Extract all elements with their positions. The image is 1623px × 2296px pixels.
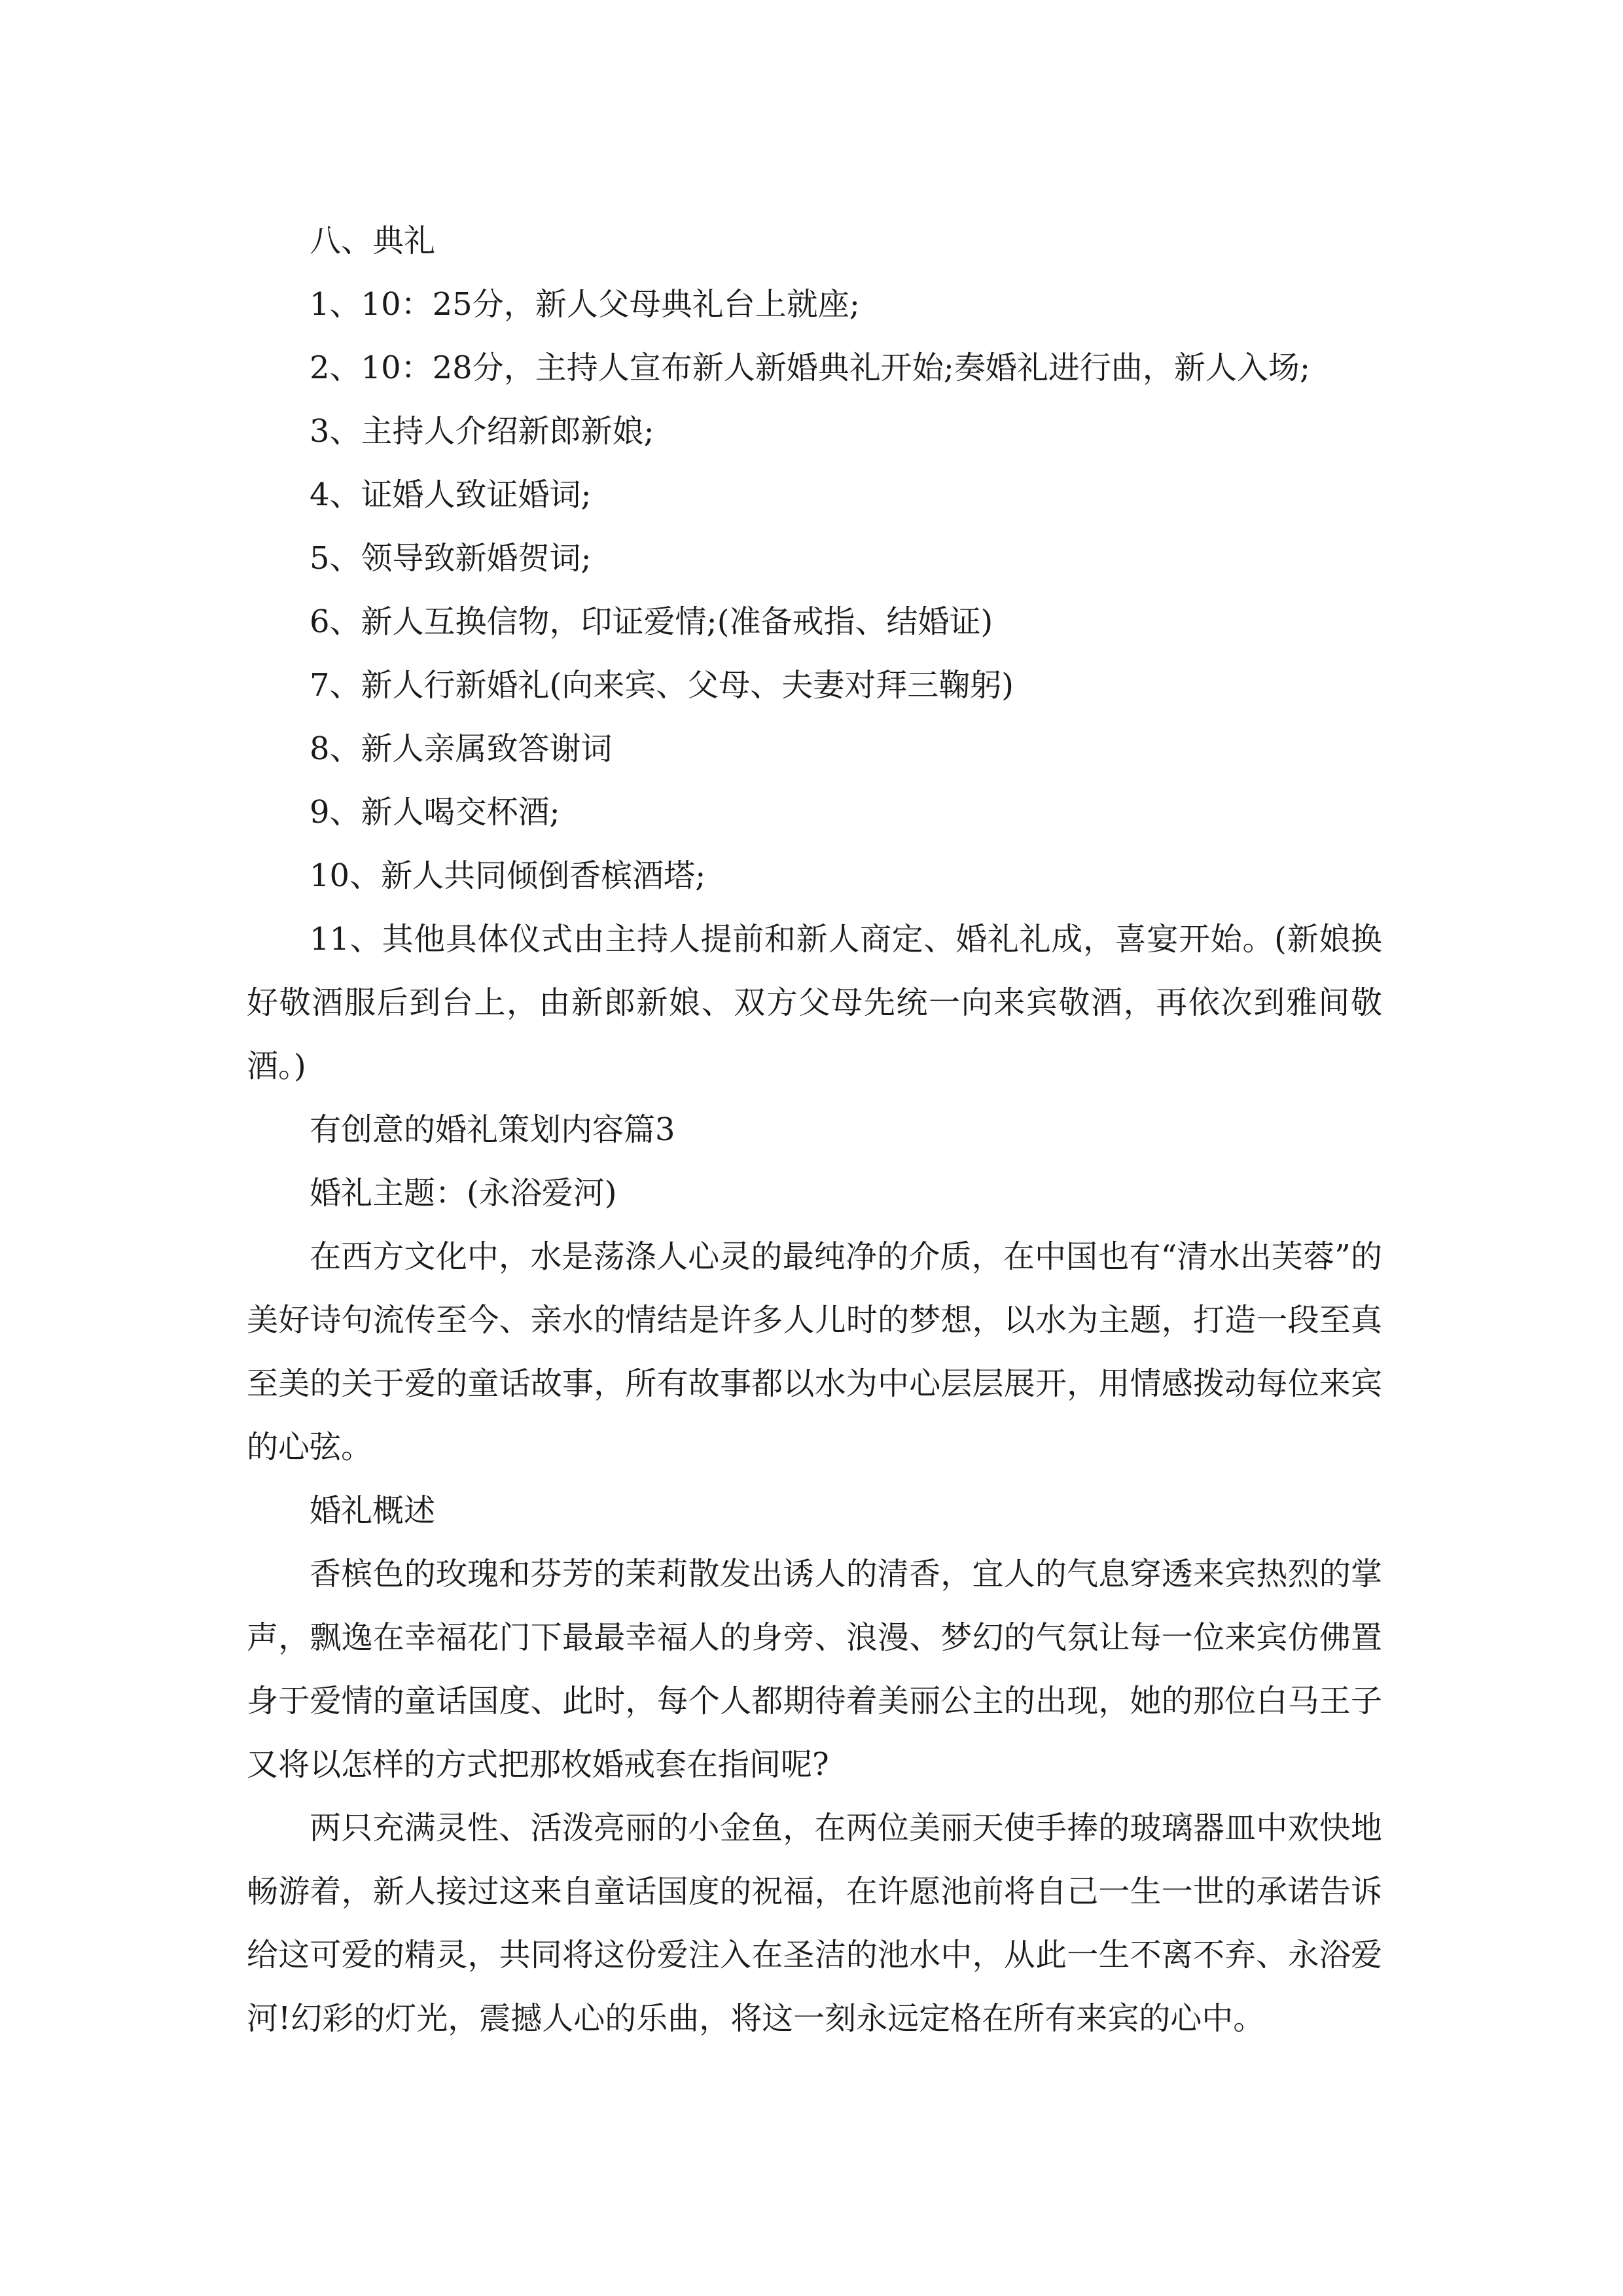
ceremony-step-10: 10、新人共同倾倒香槟酒塔; [310, 857, 706, 894]
overview-heading: 婚礼概述 [310, 1492, 436, 1529]
ceremony-heading: 八、典礼 [310, 223, 436, 259]
document-body [247, 209, 1382, 2051]
ceremony-step-4: 4、证婚人致证婚词; [310, 476, 592, 513]
ceremony-step-3: 3、主持人介绍新郎新娘; [310, 413, 654, 450]
section-title: 有创意的婚礼策划内容篇3 [310, 1111, 675, 1148]
ceremony-step-1: 1、10：25分，新人父母典礼台上就座; [310, 286, 860, 323]
ceremony-step-6: 6、新人互换信物，印证爱情;(准备戒指、结婚证) [310, 603, 993, 640]
ceremony-step-5: 5、领导致新婚贺词; [310, 540, 592, 577]
overview-paragraph-1: 香槟色的玫瑰和芬芳的茉莉散发出诱人的清香，宜人的气息穿透来宾热烈的掌声，飘逸在幸福花门下最最幸福人的身旁、浪漫、梦幻的气氛让每一位来宾仿佛置身于爱情的童话国度、此时，每个人都期待着美丽公主的出现，她的那位白马王子又将以怎样的方式把那枚婚戒套在指间呢? [247, 1556, 1382, 1783]
ceremony-step-9: 9、新人喝交杯酒; [310, 794, 560, 831]
theme-paragraph: 在西方文化中，水是荡涤人心灵的最纯净的介质，在中国也有“清水出芙蓉”的美好诗句流传至今、亲水的情结是许多人儿时的梦想，以水为主题，打造一段至真至美的关于爱的童话故事，所有故事都以水为中心层层展开，用情感拨动每位来宾的心弦。 [247, 1238, 1382, 1465]
overview-paragraph-2: 两只充满灵性、活泼亮丽的小金鱼，在两位美丽天使手捧的玻璃器皿中欢快地畅游着，新人接过这来自童话国度的祝福，在许愿池前将自己一生一世的承诺告诉给这可爱的精灵，共同将这份爱注入在圣洁的池水中，从此一生不离不弃、永浴爱河!幻彩的灯光，震撼人心的乐曲，将这一刻永远定格在所有来宾的心中。 [247, 1810, 1382, 2037]
ceremony-step-2: 2、10：28分，主持人宣布新人新婚典礼开始;奏婚礼进行曲，新人入场; [310, 350, 1311, 386]
wedding-theme: 婚礼主题：(永浴爱河) [310, 1175, 617, 1211]
ceremony-step-8: 8、新人亲属致答谢词 [310, 730, 613, 767]
ceremony-step-7: 7、新人行新婚礼(向来宾、父母、夫妻对拜三鞠躬) [310, 667, 1014, 704]
ceremony-step-11: 11、其他具体仪式由主持人提前和新人商定、婚礼礼成，喜宴开始。(新娘换好敬酒服后到台上，由新郎新娘、双方父母先统一向来宾敬酒，再依次到雅间敬酒。) [247, 921, 1382, 1085]
